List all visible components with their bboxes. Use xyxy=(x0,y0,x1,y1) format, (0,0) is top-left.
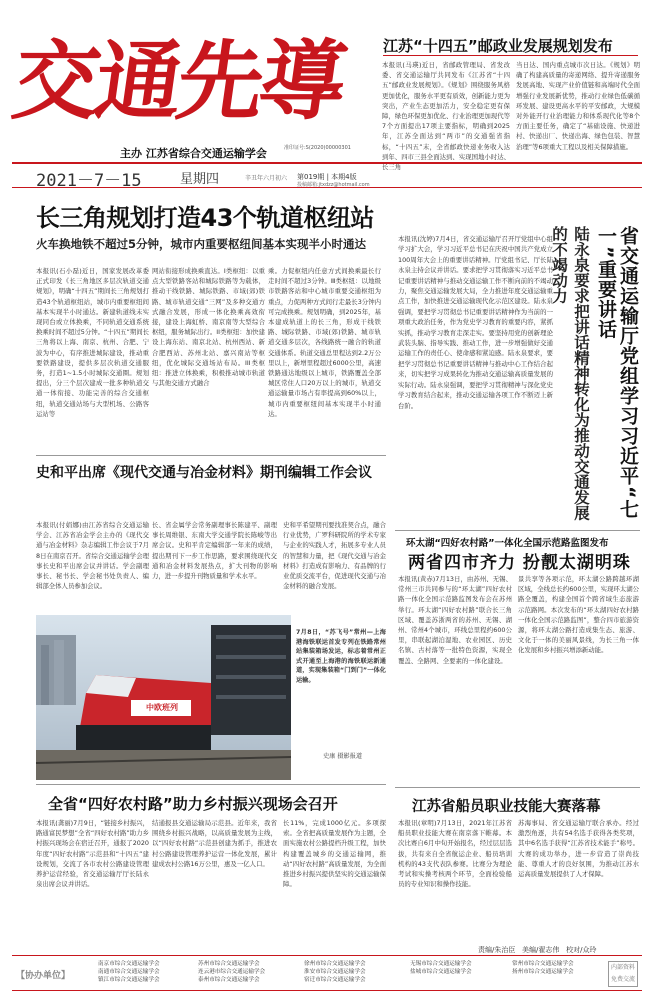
divider xyxy=(36,455,386,456)
yrd-col2: 网站衔接形成换乘直达。I类枢纽：以重点大型铁路客站和城际铁路等为载体，推动干线铁路、城际铁路、市域(郊)铁路、城市轨道交通“三网”及多种交通方式融合发展，形成一体化换乘高效衔接，建设上海虹桥、南京南等大型综合枢纽，服务城际出行。II类枢纽：加快建设上海东站、南京北站、杭州西站、新合肥西站、苏州北站、嘉兴南站等枢纽，优化城际交通场站布局。III类枢纽：推进立体换乘，积极推动城市轨道与其他交通方式融合 xyxy=(152,267,265,388)
lunar-date: 辛丑年六月初六 xyxy=(245,175,288,182)
masthead-title: 交通先導 xyxy=(6,31,350,132)
footer-member: 无锡市综合交通运输学会 xyxy=(410,961,472,967)
party-study-headline: 省交通运输厅党组学习习近平“七一”重要讲话 xyxy=(595,226,639,520)
ring-lake-col2: 景共享等各项示范，环太湖公路跨越环湖区域，全线总长约600公里，实现环太湖公路全覆盖，构建全国首个跨省域生态旅游示范路网。本次发布的“环太湖四好农村路一体化全国示范路监图”，整合四市旅游资源，将环太湖公路打造成集生态、旅游、文化于一体的美丽风景线，为长三角一体化发展和乡村振兴增添新动能。 xyxy=(518,575,639,655)
footer-member: 宿迁市综合交通运输学会 xyxy=(304,977,366,983)
staff-credits xyxy=(478,945,596,955)
photo-caption: 7月8日，“苏飞号”常州—上海港海铁联运首发专列在铁路常州站集装箱场发运，标志着常州正式开通至上海港的海铁联运新通道，实现集装箱“门到门”一体化运输。 xyxy=(296,629,386,684)
footer-member: 泰州市综合交通运输学会 xyxy=(198,977,260,983)
journal-col1: 本报讯(付娟娜)由江苏省综合交通运输学会、江苏省冶金学会主办的《现代交通与冶金材料》杂志编辑工作会议于7月8日在南京召开。省综合交通运输学会理事长史和平出席会议并讲话。学会副理事长、秘书长、学会秘书处负责人、编辑部全体人员参加会议。 xyxy=(36,521,149,591)
footer-members-col1 xyxy=(98,960,188,984)
divider xyxy=(395,787,640,788)
footer-member: 淮安市综合交通运输学会 xyxy=(304,969,366,975)
footer-member: 苏州市综合交通运输学会 xyxy=(198,961,260,967)
footer-members-col2 xyxy=(198,960,298,984)
staff-editor: 责编/朱治臣 xyxy=(478,946,516,954)
skills-col2: 苏海事局、省交通运输厅联合承办。经过激烈角逐，共有54名选手获得各类奖项，其中6名选手获得“江苏省技术能手”称号。大赛的成功举办，进一步营造了崇尚技能、尊重人才的良好氛围，为推动江苏水运高质量发展提供了人才保障。 xyxy=(518,819,639,879)
headline-journal-meeting: 史和平出席《现代交通与冶金材料》期刊编辑工作会议 xyxy=(36,465,372,481)
headline-postal-plan: 江苏“十四五”邮政业发展规划发布 xyxy=(383,37,613,55)
issue-date: 2021－7－15 xyxy=(36,171,142,191)
footer-note-internal: 内部资料 xyxy=(610,964,635,971)
issue-weekday: 星期四 xyxy=(180,172,220,187)
staff-proof: 校对/众玲 xyxy=(566,946,597,954)
footer-members-col3 xyxy=(304,960,404,984)
date-bar xyxy=(12,162,642,191)
party-study-body: 本报讯(沈婷)7月4日，省交通运输厅召开厅党组中心组学习扩大会，学习习近平总书记在庆祝中国共产党成立100周年大会上的重要讲话精神。厅党组书记、厅长陆永泉主持会议并讲话。要求把学习贯彻落实习近平总书记重要讲话精神与推动交通运输工作不断向前的不竭动力，聚焦交通运输发展大局，全力推进年度交通运输重点工作，加快推进交通运输现代化示范区建设。陆永泉强调，要把学习贯彻总书记重要讲话精神作为当前的一项重大政治任务，作为党史学习教育的重要内容，紧抓实抓，推动学习教育走深走实。要坚持用党的创新理论武装头脑、指导实践、推动工作，进一步增强做好交通运输工作的责任心、使命感和紧迫感。陆永泉要求，要把学习贯彻总书记重要讲话精神与推动中心工作结合起来，切实把学习成果转化为推动交通运输高质量发展的实际行动。陆永泉强调，要把学习贯彻精神与深化党史学习教育结合起来，推动交通运输各项工作不断迈上新台阶。 xyxy=(398,235,553,410)
ring-lake-kicker: 环太湖“四好农村路”一体化全国示范路监图发布 xyxy=(406,538,609,549)
train-photo-illustration xyxy=(36,615,291,780)
footer-members-col5 xyxy=(512,960,607,976)
headline-skills-contest: 江苏省船员职业技能大赛落幕 xyxy=(412,799,601,815)
journal-col2: 长、省金属学会常务副理事长陈建平、副理事长周维银、东南大学交通学院长陈峻等出席会议。史和平肯定编辑部一年来的成绩，提出期刊下一步工作思路，要求围绕现代交通和冶金材料发展热点，扩大刊物的影响力，进一步提升刊物质量和学术水平。 xyxy=(152,521,277,581)
footer-member: 盐城市综合交通运输学会 xyxy=(410,969,472,975)
headline-ring-lake: 两省四市齐力 扮靓太湖明珠 xyxy=(408,553,631,573)
train-photo xyxy=(36,615,291,780)
postal-plan-col1: 本报讯(马瑛)近日，省邮政管理局、省发改委、省交通运输厅共同发布《江苏省“十四五”邮政业发展规划》。《规划》围绕服务风格更加优化，服务水平更有质效，创新能力更为突出，产业生态更加活力，安全稳定更有保障，绿色环保更加优化、行业治理更加现代等7个方面提出17项主要指标，明确到2025年，江苏全面达到“两市”的交通强省指标，“十四五”末，全省邮政快递业务收入达到年、四市三县全面达到、实现国地小时达、长三角 xyxy=(382,61,510,172)
yrd-col3: 乘。力促枢纽内任意方式间换乘最长行走时间不超过3分钟。Ⅲ类枢纽：以地级市铁路客站和中心城市重要交通枢纽为重点，力促两种方式间行走最长3分钟内可完成换乘。规划明确，到2025年，基本建成轨道上的长三角，形成干线铁路、城际铁路、市域(郊)铁路、城市轨道交通多层次，各线路统一融合的轨道交通体系。轨道交通总里程达到2.2万公里以上，新增里程超过6000公里，高速铁路通达地级以上城市，铁路覆盖全部城区常住人口20万以上的城市，轨道交通运输量市场占有率提高到60%以上，城市内重要枢纽间基本实现半小时通达。 xyxy=(268,267,381,418)
footer-member: 南通市综合交通运输学会 xyxy=(98,969,160,975)
photo-credit: 史康 摄影报道 xyxy=(323,753,363,760)
yrd-col1: 本报讯(石小磊)近日，国家发展改革委正式印发《长三角地区多层次轨道交通规划》，明确“十四五”期间长三角规划打造43个轨道枢纽站，城市内重要枢纽间基本实现半小时通达。新建轨道线未实现同台或立体换乘，不同轨道交通系统换乘时间不超过5分钟。“十四五”期间长三角将以上海、南京、杭州、合肥、宁波为中心，有序推进城际建设，推动重要铁路建设，提供多层次轨道交通服务，打造1~1.5小时城际交通圈。规划提出，分三个层次建成一批多种轨道交通一体衔接、功能完善的综合交通枢纽，轨道交通站场与大型机场、公路客运站等 xyxy=(36,267,149,418)
subhead-yrd-rail-hubs: 火车换地铁不超过5分钟，城市内重要枢纽间基本实现半小时通达 xyxy=(36,237,366,251)
postal-plan-col2: 当日达、国内重点城市次日达。《规划》明确了构建高质量的寄递网络、提升寄递服务发展高地、实现产业价值链和高端时代全面增强行业发展新优势，推动行业绿色低碳循环发展、建设更高水平的平安邮政，大规模对外能开行业治理能力和体系现代化等8个方面主要任务，确定了“基础设施、快递进村、快递出厂、快递出海、绿色包装、智慧治理”等6项重大工程以及相关保障措施。 xyxy=(516,61,640,151)
footer-member: 连云港市综合交通运输学会 xyxy=(198,969,266,975)
headline-yrd-rail-hubs: 长三角规划打造43个轨道枢纽站 xyxy=(36,204,374,232)
train-banner: 中欧班列 xyxy=(146,703,178,712)
divider xyxy=(395,530,640,531)
footer xyxy=(12,955,642,991)
ring-lake-col1: 本报讯(黄赤)7月13日，由苏州、无锡、常州三市共同参与的“环太湖”四好农村路一体化全国示范路监图发布会在苏州举行。环太湖“四好农村路”联合长三角区域、覆盖苏浙两省的苏州、无锡、湖州、常州4个城市，环线总里程约600公里，串联起湖泊湿地、农业园区、历史名镇、古村落等一批特色资源，实现全覆盖、全路网、全要素的一体化建设。 xyxy=(398,575,512,665)
rural-col2: 结通报县交通运输局示范县。近年来，我省围绕乡村振兴战略，以高质量发展为主线，以“四好农村路”示范县创建为抓手，推进农村公路建设管理养护运营一体化发展，累计建成农村公路16万公里，惠及一亿人口。 xyxy=(152,819,277,868)
footer-member: 常州市综合交通运输学会 xyxy=(512,961,574,967)
journal-col3: 史和平希望期刊要找准契合点，融合行业优势，广罗科研院所的学术专家与企业的实践人才，拓展多专业人员的智慧和力量，把《现代交通与冶金材料》打造成有影响力、有品牌的行业优质交流平台，促进现代交通与冶金材料的融合发展。 xyxy=(283,521,386,591)
party-study-subhead: 陆永泉要求把讲话精神转化为推动交通发展的不竭动力 xyxy=(550,226,590,521)
issue-number: 第019期 | 本期4版 xyxy=(297,173,357,181)
footer-note-free: 免费交流 xyxy=(610,976,635,983)
reg-line: 准印证号:S(2020)00000301 xyxy=(284,145,351,151)
footer-member: 徐州市综合交通运输学会 xyxy=(304,961,366,967)
skills-col1: 本报讯(章明)7月13日，2021年江苏省船员职业技能大赛在南京落下帷幕。本次比赛自6月中旬开始报名，经过层层选拔，共有来自全省航运企业、船员培训机构的43支代表队参赛。比赛分为理论考试和实操考核两个环节，全面检验船员的专业知识和操作技能。 xyxy=(398,819,512,889)
footer-member: 镇江市综合交通运输学会 xyxy=(98,977,160,983)
footer-label: 【协办单位】 xyxy=(16,971,71,981)
footer-member: 扬州市综合交通运输学会 xyxy=(512,969,574,975)
footer-members-col4 xyxy=(410,960,505,976)
staff-designer: 美编/翟志伟 xyxy=(522,946,560,954)
rural-col1: 本报讯(龚丽)7月9日，“链接乡村振兴，路通富民梦想”全省“四好农村路”助力乡村振兴现场会在宿迁召开，通报了2020年度“四好农村路”示范县和“十四五”建设规划，交流了各市农村公路建设管理养护运营经验，省交通运输厅厅长陆永泉出席会议并讲话。 xyxy=(36,819,149,889)
submission-email: 投稿邮箱:jtxdzz@hotmail.com xyxy=(297,182,370,188)
footer-member: 南京市综合交通运输学会 xyxy=(98,961,160,967)
footer-note-box xyxy=(608,961,638,987)
divider xyxy=(383,55,638,56)
rural-col3: 长11%，完成1000亿元。多项探索。全省把高质量发展作为主题，全面实施农村公路提档升级工程，加快构建覆盖城乡的交通运输网，推动“四好农村路”高质量发展，为全面推进乡村振兴提供坚实的交通运输保障。 xyxy=(283,819,386,889)
divider xyxy=(36,784,386,785)
headline-rural-roads: 全省“四好农村路”助力乡村振兴现场会召开 xyxy=(48,795,338,813)
masthead-sponsor: 主办 江苏省综合交通运输学会 xyxy=(120,147,267,160)
